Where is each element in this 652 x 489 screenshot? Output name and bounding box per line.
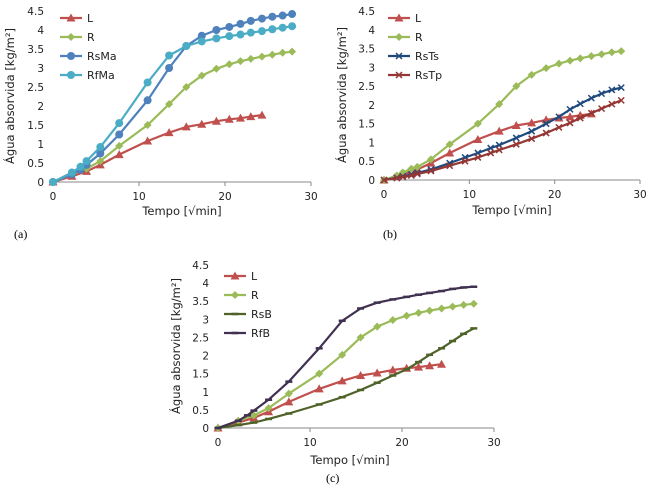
y-tick-label: 1 [202, 386, 209, 399]
data-point [268, 25, 276, 33]
data-point [389, 316, 397, 324]
y-tick-label: 3.5 [358, 43, 375, 56]
data-point [96, 143, 104, 151]
legend-swatch-marker [67, 71, 75, 79]
data-point [236, 31, 244, 39]
series-l [214, 360, 447, 432]
data-point [198, 37, 206, 45]
y-tick-label: 4.5 [192, 260, 209, 272]
data-point [236, 20, 244, 28]
data-point [598, 50, 606, 58]
data-point [608, 48, 616, 56]
data-point [279, 24, 287, 32]
data-point [542, 64, 550, 72]
legend-label: RsTs [415, 50, 440, 63]
legend-label: L [87, 12, 94, 25]
data-point [83, 157, 91, 165]
data-point [415, 309, 423, 317]
data-point [212, 65, 220, 73]
x-tick-label: 0 [214, 437, 222, 449]
series-l [380, 109, 596, 183]
data-point [470, 300, 478, 308]
chart-panel-3 [168, 260, 501, 485]
panel-caption: (a) [14, 227, 28, 241]
x-tick-label: 30 [633, 189, 647, 201]
y-tick-label: 2.5 [27, 82, 44, 94]
data-point [279, 49, 287, 57]
data-point [617, 47, 625, 55]
y-tick-label: 0.5 [27, 158, 44, 170]
y-tick-label: 0.5 [358, 156, 375, 169]
y-tick-label: 1.5 [192, 368, 209, 381]
x-axis-title: Tempo [√min] [310, 453, 390, 467]
legend-swatch-marker [67, 52, 75, 60]
legend-label: RsTp [415, 69, 443, 82]
data-point [115, 131, 123, 139]
y-tick-label: 0 [368, 175, 375, 187]
y-tick-label: 1.5 [27, 120, 44, 132]
data-point [115, 119, 123, 127]
y-tick-label: 4 [202, 278, 209, 291]
y-tick-label: 4 [368, 24, 375, 37]
x-tick-label: 30 [304, 191, 318, 203]
x-axis-title: Tempo [√min] [142, 204, 222, 218]
legend-label: L [251, 270, 258, 283]
x-tick-label: 0 [49, 191, 57, 203]
data-point [268, 13, 276, 21]
data-point [279, 12, 287, 20]
data-point [268, 51, 276, 59]
x-axis-title: Tempo [√min] [472, 203, 552, 217]
data-point [566, 57, 574, 65]
data-point [426, 307, 434, 315]
legend-label: R [415, 31, 423, 44]
y-tick-label: 2.5 [192, 332, 209, 345]
legend-swatch-marker [231, 291, 239, 299]
y-tick-label: 1 [37, 139, 44, 151]
legend-label: RsB [251, 308, 272, 321]
data-point [247, 17, 255, 25]
data-point [212, 34, 220, 42]
y-tick-label: 4.5 [27, 6, 44, 18]
x-tick-label: 20 [395, 437, 409, 449]
y-axis-title: Água absorvida [kg/m²] [335, 27, 349, 163]
data-point [258, 27, 266, 35]
legend-swatch-marker [67, 33, 75, 41]
data-point [403, 312, 411, 320]
legend-label: RfB [251, 327, 271, 340]
legend-label: R [87, 31, 95, 44]
panel-caption: (b) [383, 227, 397, 241]
data-point [288, 22, 296, 30]
data-point [288, 48, 296, 56]
data-point [165, 64, 173, 72]
x-tick-label: 10 [303, 437, 317, 449]
data-point [236, 57, 244, 65]
data-point [225, 60, 233, 68]
x-tick-label: 30 [487, 437, 501, 449]
data-point [182, 42, 190, 50]
legend-label: R [251, 289, 259, 302]
y-axis-title: Água absorvida [kg/m²] [169, 278, 183, 414]
y-tick-label: 0.5 [192, 404, 209, 417]
data-point [258, 53, 266, 61]
data-point [555, 60, 563, 68]
data-point [587, 52, 595, 60]
legend-swatch-marker [395, 33, 403, 41]
y-tick-label: 3 [37, 63, 44, 75]
panel-caption: (c) [326, 471, 340, 485]
data-point [449, 303, 457, 311]
data-point [288, 10, 296, 18]
data-point [68, 169, 76, 177]
x-tick-label: 10 [462, 189, 477, 201]
data-point [144, 78, 152, 86]
series-l [49, 111, 267, 186]
data-point [225, 32, 233, 40]
x-tick-label: 10 [132, 191, 146, 203]
data-point [247, 55, 255, 63]
chart-panel-2 [334, 6, 647, 241]
data-point [77, 163, 85, 171]
data-point [144, 96, 152, 104]
chart-panel-1 [2, 6, 318, 241]
data-point [165, 51, 173, 59]
y-tick-label: 0 [37, 177, 44, 189]
y-tick-label: 1.5 [358, 118, 375, 131]
y-tick-label: 0 [202, 423, 209, 435]
y-tick-label: 4 [37, 25, 44, 37]
x-tick-label: 0 [380, 189, 388, 201]
data-point [576, 54, 584, 62]
y-tick-label: 3.5 [27, 44, 44, 56]
data-point [225, 23, 233, 31]
data-point [460, 301, 468, 309]
y-tick-label: 3.5 [192, 296, 209, 309]
data-point [438, 304, 446, 312]
legend-label: RsMa [87, 50, 117, 63]
data-point [49, 178, 57, 186]
y-tick-label: 3 [368, 62, 375, 75]
data-point [258, 15, 266, 23]
x-tick-label: 20 [547, 189, 562, 201]
y-tick-label: 2 [37, 101, 44, 113]
legend [224, 270, 272, 340]
y-tick-label: 2 [202, 350, 209, 363]
legend [60, 12, 117, 82]
y-tick-label: 4.5 [358, 6, 375, 18]
x-tick-label: 20 [218, 191, 232, 203]
data-point [212, 26, 220, 34]
legend-label: RfMa [87, 69, 115, 82]
y-tick-label: 1 [368, 137, 375, 150]
y-tick-label: 3 [202, 314, 209, 327]
y-tick-label: 2 [368, 99, 375, 112]
y-axis-title: Água absorvida [kg/m²] [3, 28, 17, 164]
y-tick-label: 2.5 [358, 81, 375, 94]
legend-label: L [415, 12, 422, 25]
data-point [247, 29, 255, 37]
legend [388, 12, 442, 82]
